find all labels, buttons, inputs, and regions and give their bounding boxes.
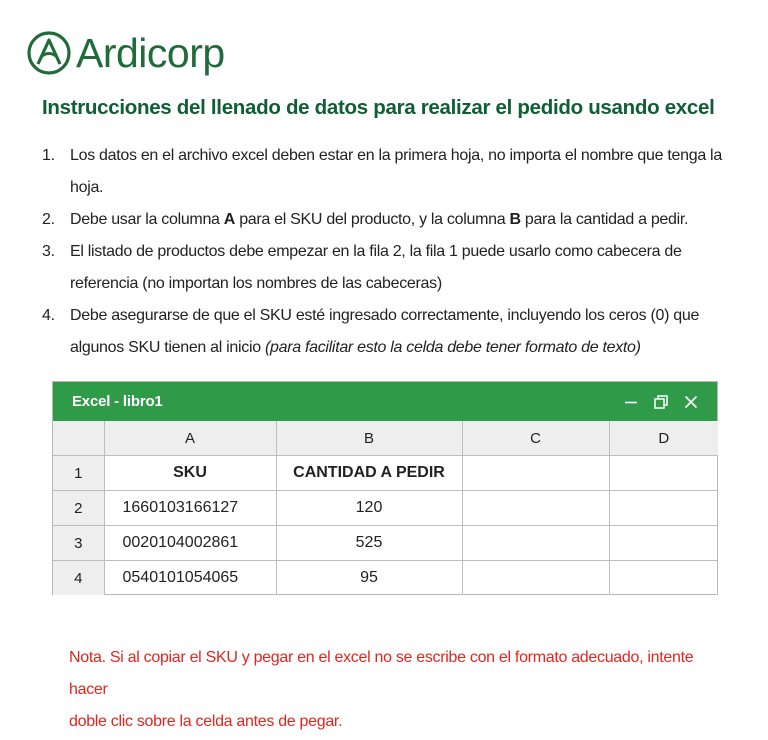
excel-title-bar [53, 382, 717, 421]
cell-a4[interactable]: 0540101054065 [104, 561, 276, 596]
cell-d4[interactable] [609, 561, 718, 596]
column-header-d[interactable]: D [609, 421, 718, 456]
note-line: Nota. Si al copiar el SKU y pegar en el excel no se escribe con el formato adecuado, intente hacer [69, 649, 694, 698]
instruction-text: Los datos en el archivo excel deben estar en la primera hoja, no importa el nombre que tenga la [70, 147, 722, 164]
note-text [69, 642, 729, 738]
cell-c1[interactable] [462, 456, 609, 491]
cell-a2[interactable]: 1660103166127 [104, 491, 276, 526]
cell-a3[interactable]: 0020104002861 [104, 526, 276, 561]
instruction-italic-note: (para facilitar esto la celda debe tener formato de texto) [264, 339, 641, 356]
excel-window [52, 381, 718, 595]
cell-d1[interactable] [609, 456, 718, 491]
corner-cell[interactable] [53, 421, 104, 456]
close-icon[interactable] [683, 394, 699, 410]
instruction-text: Debe asegurarse de que el SKU esté ingresado correctamente, incluyendo los ceros (0) que [70, 307, 700, 324]
restore-icon[interactable] [653, 394, 669, 410]
window-controls [623, 394, 699, 410]
cell-d3[interactable] [609, 526, 718, 561]
instruction-item [42, 140, 732, 204]
instruction-item [42, 204, 732, 236]
instruction-number: 4. [42, 307, 55, 324]
table-row [53, 561, 718, 596]
column-header-row [53, 421, 718, 456]
instruction-text: El listado de productos debe empezar en la fila 2, la fila 1 puede usarlo como cabecera de [70, 243, 682, 260]
cell-c2[interactable] [462, 491, 609, 526]
table-row [53, 526, 718, 561]
row-header[interactable]: 1 [53, 456, 104, 491]
cell-b4[interactable]: 95 [276, 561, 462, 596]
brand-logo [26, 30, 225, 76]
column-b-label: B [509, 211, 521, 228]
table-row [53, 491, 718, 526]
column-header-b[interactable]: B [276, 421, 462, 456]
instruction-text: referencia (no importan los nombres de las cabeceras) [70, 275, 442, 292]
row-header[interactable]: 3 [53, 526, 104, 561]
cell-a1[interactable]: SKU [104, 456, 276, 491]
instruction-text: para la cantidad a pedir. [520, 211, 689, 228]
row-header[interactable]: 2 [53, 491, 104, 526]
cell-c3[interactable] [462, 526, 609, 561]
instructions-list [42, 140, 732, 364]
instruction-item [42, 236, 732, 300]
excel-window-title: Excel - libro1 [72, 393, 163, 410]
cell-b2[interactable]: 120 [276, 491, 462, 526]
minimize-icon[interactable] [623, 394, 639, 410]
ardicorp-logo-icon [26, 30, 72, 76]
spreadsheet-grid [53, 421, 718, 595]
instruction-text: para el SKU del producto, y la columna [235, 211, 510, 228]
table-row [53, 456, 718, 491]
instruction-number: 2. [42, 211, 55, 228]
instruction-text: Debe usar la columna [70, 211, 224, 228]
instruction-text: hoja. [70, 179, 104, 196]
page-title: Instrucciones del llenado de datos para realizar el pedido usando excel [42, 96, 715, 119]
brand-name: Ardicorp [76, 30, 225, 76]
instruction-item [42, 300, 732, 364]
row-header[interactable]: 4 [53, 561, 104, 596]
instruction-number: 3. [42, 243, 55, 260]
cell-b3[interactable]: 525 [276, 526, 462, 561]
instruction-text: algunos SKU tienen al inicio [70, 339, 265, 356]
cell-b1[interactable]: CANTIDAD A PEDIR [276, 456, 462, 491]
cell-c4[interactable] [462, 561, 609, 596]
note-line: doble clic sobre la celda antes de pegar. [69, 713, 343, 730]
cell-d2[interactable] [609, 491, 718, 526]
column-header-c[interactable]: C [462, 421, 609, 456]
instruction-number: 1. [42, 147, 55, 164]
column-header-a[interactable]: A [104, 421, 276, 456]
column-a-label: A [223, 211, 236, 228]
